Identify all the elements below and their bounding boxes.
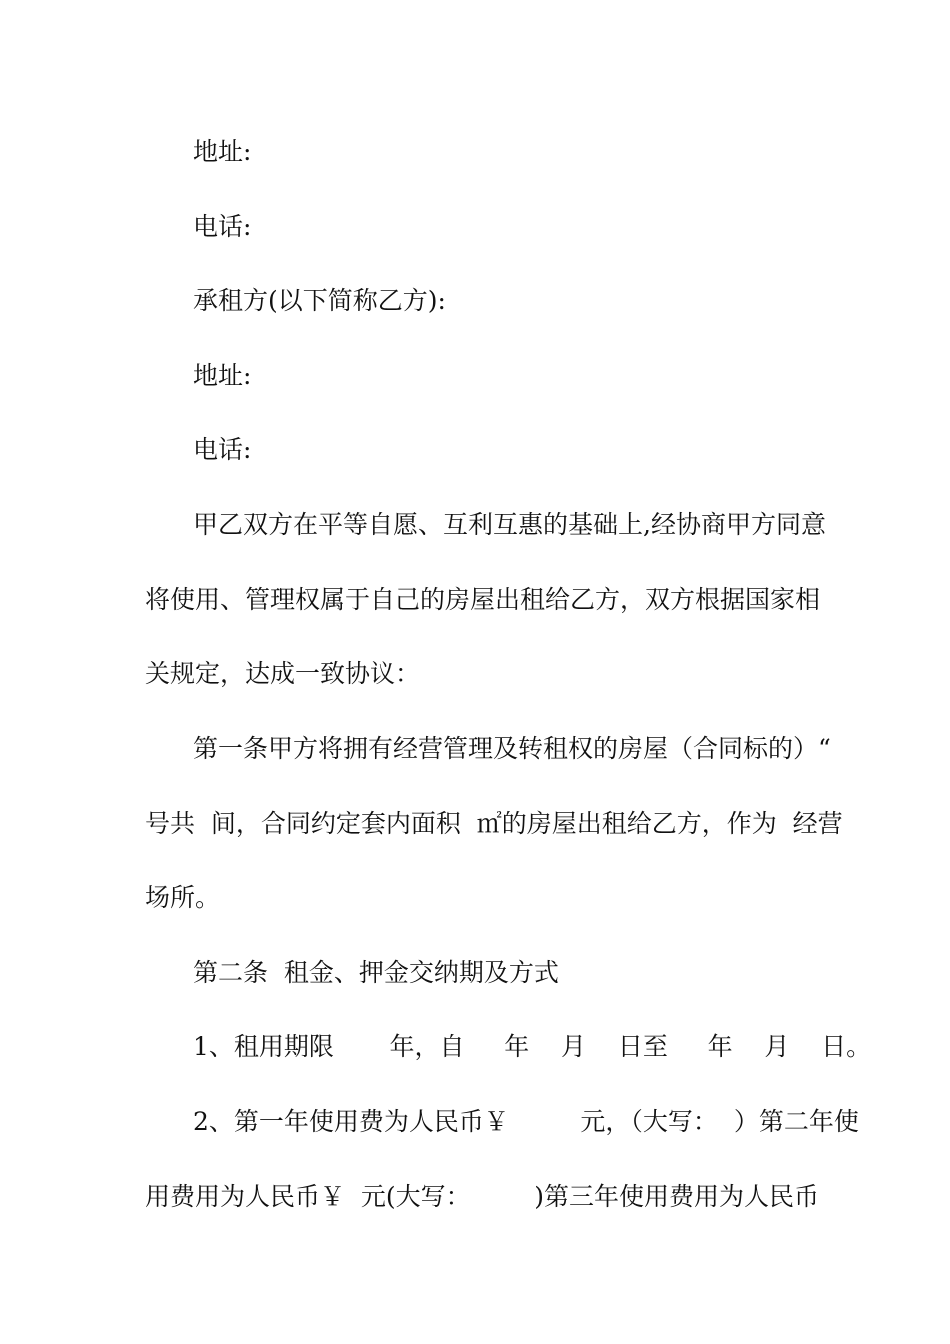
lessee-heading: 承租方(以下简称乙方): — [193, 286, 446, 315]
article-1-line-1: 第一条甲方将拥有经营管理及转租权的房屋（合同标的）“ — [193, 734, 831, 763]
lessor-phone-label: 电话: — [193, 212, 252, 241]
fee-clause-line-1: 2、第一年使用费为人民币￥ 元，（大写： ）第二年使 — [193, 1107, 859, 1136]
preamble-line-3: 关规定，达成一致协议： — [145, 659, 421, 688]
preamble-line-1: 甲乙双方在平等自愿、互利互惠的基础上,经协商甲方同意 — [193, 510, 826, 539]
article-1-line-3: 场所。 — [145, 883, 221, 912]
term-clause: 1、租用期限 年，自 年 月 日至 年 月 日。 — [193, 1032, 872, 1061]
article-1-line-2: 号共 间，合同约定套内面积 ㎡的房屋出租给乙方，作为 经营 — [145, 809, 843, 838]
lessor-address-label: 地址: — [193, 137, 252, 166]
preamble-line-2: 将使用、管理权属于自己的房屋出租给乙方，双方根据国家相 — [145, 585, 821, 614]
article-2-heading: 第二条 租金、押金交纳期及方式 — [193, 958, 559, 987]
fee-clause-line-2: 用费用为人民币￥ 元(大写： )第三年使用费用为人民币 — [145, 1182, 819, 1211]
lessee-phone-label: 电话: — [193, 435, 252, 464]
lessee-address-label: 地址: — [193, 361, 252, 390]
